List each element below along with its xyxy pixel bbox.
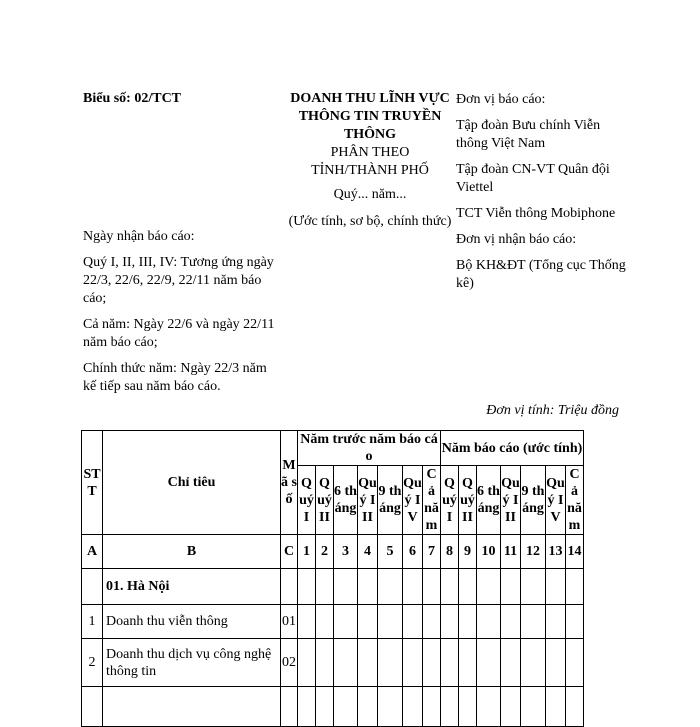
report-subtitle-line-2: TỈNH/THÀNH PHỐ xyxy=(311,163,429,178)
index-cell: 10 xyxy=(477,535,501,569)
header-indicator: Chỉ tiêu xyxy=(103,431,281,535)
reporting-unit-vnpt: Tập đoàn Bưu chính Viễn thông Việt Nam xyxy=(456,118,601,151)
row-code: 02 xyxy=(281,639,298,687)
row-indicator: Doanh thu viễn thông xyxy=(103,605,281,639)
index-cell: B xyxy=(103,535,281,569)
unit-note: Đơn vị tính: Triệu đồng xyxy=(486,403,619,418)
reporting-unit-mobifone: TCT Viễn thông Mobiphone xyxy=(456,206,616,221)
row-indicator: Doanh thu dịch vụ công nghệ thông tin xyxy=(103,639,281,687)
table-row xyxy=(82,639,584,687)
index-cell: 3 xyxy=(334,535,358,569)
table-row xyxy=(82,687,584,727)
header-current-year: Năm báo cáo (ước tính) xyxy=(441,431,584,466)
header-period: Quý IV xyxy=(546,466,566,535)
row-stt: 1 xyxy=(82,605,103,639)
header-period: Quý IV xyxy=(403,466,423,535)
header-period: Cả năm xyxy=(567,467,582,533)
index-cell: 8 xyxy=(441,535,459,569)
index-cell: 13 xyxy=(546,535,566,569)
receive-date-quarterly: Quý I, II, III, IV: Tương ứng ngày 22/3, 22/6, 22/9, 22/11 năm báo cáo; xyxy=(83,255,274,306)
index-cell: 12 xyxy=(521,535,546,569)
header-period: Quý II xyxy=(316,466,334,535)
index-cell: A xyxy=(82,535,103,569)
index-cell: 7 xyxy=(423,535,441,569)
report-title-line-1: DOANH THU LĨNH VỰC xyxy=(290,91,450,106)
header-previous-year: Năm trước năm báo cáo xyxy=(298,431,441,466)
receiving-unit-label: Đơn vị nhận báo cáo: xyxy=(456,232,577,247)
row-code: 01 xyxy=(281,605,298,639)
header-period: 6 tháng xyxy=(334,466,358,535)
section-row-hanoi xyxy=(82,569,584,605)
empty-cell xyxy=(82,569,103,605)
estimate-note: (Ước tính, sơ bộ, chính thức) xyxy=(288,214,452,229)
header-period: Quý II xyxy=(459,466,477,535)
index-cell: 9 xyxy=(459,535,477,569)
index-cell: 2 xyxy=(316,535,334,569)
row-stt: 2 xyxy=(82,639,103,687)
section-title: 01. Hà Nội xyxy=(103,569,281,605)
index-cell: C xyxy=(281,535,298,569)
report-title-line-2: THÔNG TIN TRUYỀN xyxy=(298,109,442,124)
revenue-table xyxy=(81,430,584,727)
index-cell: 11 xyxy=(501,535,521,569)
form-number: Biểu số: 02/TCT xyxy=(83,91,182,106)
index-cell: 1 xyxy=(298,535,316,569)
header-period: Quý III xyxy=(358,466,378,535)
column-index-row xyxy=(82,535,584,569)
table-row xyxy=(82,605,584,639)
empty-cell xyxy=(281,569,298,605)
report-period: Quý... năm... xyxy=(333,187,407,202)
receive-date-full-year: Cả năm: Ngày 22/6 và ngày 22/11 năm báo cáo; xyxy=(83,317,275,350)
header-period: Quý I xyxy=(441,466,459,535)
header-stt: STT xyxy=(82,431,103,535)
reporting-units-block xyxy=(456,91,626,293)
receive-dates-block xyxy=(83,228,283,396)
report-title-line-3: THÔNG xyxy=(343,127,397,142)
index-cell: 4 xyxy=(358,535,378,569)
reporting-unit-label: Đơn vị báo cáo: xyxy=(456,92,546,107)
header-period: Cả năm xyxy=(424,467,439,533)
header-period: 6 tháng xyxy=(477,466,501,535)
report-title-block xyxy=(284,90,456,231)
header-row-groups xyxy=(82,431,584,466)
receive-date-official: Chính thức năm: Ngày 22/3 năm kế tiếp sau năm báo cáo. xyxy=(83,361,267,394)
index-cell: 6 xyxy=(403,535,423,569)
reporting-unit-viettel: Tập đoàn CN-VT Quân đội Viettel xyxy=(456,162,610,195)
receiving-unit: Bộ KH&ĐT (Tổng cục Thống kê) xyxy=(456,258,626,291)
header-period: Quý I xyxy=(298,466,316,535)
header-code: Mã số xyxy=(281,431,298,535)
header-period: 9 tháng xyxy=(521,466,546,535)
header-period: 9 tháng xyxy=(378,466,403,535)
receive-date-label: Ngày nhận báo cáo: xyxy=(83,229,195,244)
header-period: Quý III xyxy=(501,466,521,535)
index-cell: 5 xyxy=(378,535,403,569)
index-cell: 14 xyxy=(566,535,584,569)
report-subtitle-line-1: PHÂN THEO xyxy=(330,145,410,160)
